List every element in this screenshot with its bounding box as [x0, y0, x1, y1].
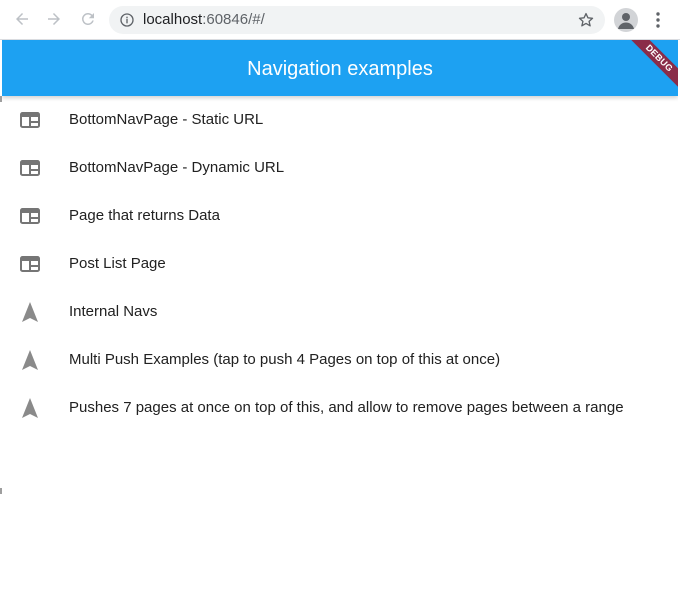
list-item-label: Post List Page [69, 255, 166, 272]
list-item[interactable] [2, 288, 678, 336]
app-viewport [2, 40, 678, 592]
navigation-icon [18, 396, 42, 420]
debug-banner: DEBUG [623, 40, 678, 95]
profile-button[interactable] [614, 8, 638, 32]
info-icon[interactable] [119, 12, 135, 28]
list-item-label: Pushes 7 pages at once on top of this, and allow to remove pages between a range [69, 399, 624, 416]
list-item-label: Page that returns Data [69, 207, 220, 224]
back-button[interactable] [11, 8, 33, 30]
web-icon [18, 204, 42, 228]
url-text[interactable] [143, 11, 265, 29]
window-edge-mark [0, 488, 2, 494]
window-edge-mark [0, 96, 2, 102]
url-path: :60846/#/ [202, 11, 265, 28]
navigation-icon [18, 300, 42, 324]
list-item[interactable] [2, 192, 678, 240]
app-bar [2, 40, 678, 96]
profile-icon [614, 8, 638, 32]
list-item-label: Multi Push Examples (tap to push 4 Pages on top of this at once) [69, 351, 501, 368]
list-item-label: BottomNavPage - Static URL [69, 111, 264, 128]
list-item-label: Internal Navs [69, 303, 158, 320]
page-title: Navigation examples [247, 58, 433, 80]
reload-button[interactable] [77, 8, 99, 30]
web-icon [18, 252, 42, 276]
web-icon [18, 108, 42, 132]
list-item[interactable] [2, 336, 678, 384]
navigation-list [2, 96, 678, 432]
list-item[interactable] [2, 144, 678, 192]
forward-button[interactable] [43, 8, 65, 30]
address-bar[interactable] [109, 6, 605, 34]
web-icon [18, 156, 42, 180]
arrow-back-icon [13, 10, 31, 28]
list-item[interactable] [2, 240, 678, 288]
list-item[interactable] [2, 384, 678, 432]
navigation-icon [18, 348, 42, 372]
star-icon[interactable] [577, 11, 595, 29]
arrow-forward-icon [45, 10, 63, 28]
list-item[interactable] [2, 96, 678, 144]
reload-icon [79, 10, 97, 28]
more-vert-icon[interactable] [649, 10, 667, 30]
list-item-label: BottomNavPage - Dynamic URL [69, 159, 285, 176]
url-host: localhost [143, 11, 203, 28]
browser-toolbar [0, 0, 680, 40]
